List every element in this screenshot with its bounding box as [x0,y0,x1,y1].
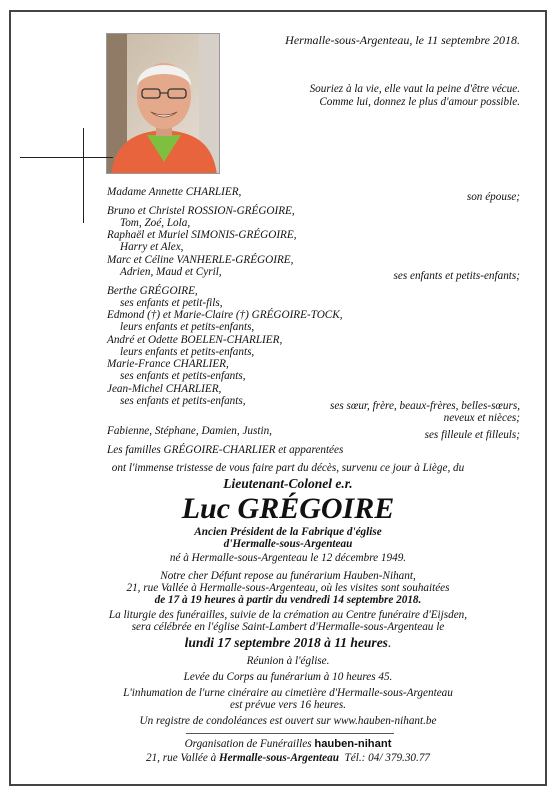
sibling-line: Edmond (†) et Marie-Claire (†) GRÉGOIRE-TOCK, [107,309,343,321]
child-line: Marc et Céline VANHERLE-GRÉGOIRE, [107,254,294,266]
portrait-photo [106,33,220,174]
urn-line-1: L'inhumation de l'urne cinéraire au cimetière d'Hermalle-sous-Argenteau [123,687,453,699]
cross-horizontal-line [20,157,113,158]
organizer-brand-logo: hauben-nihant [314,738,392,750]
deceased-title-1: Ancien Président de la Fabrique d'église [194,526,382,538]
cross-vertical-line [83,128,84,223]
grandchildren-line: Tom, Zoé, Lola, [120,217,191,229]
liturgy-date: lundi 17 septembre 2018 à 11 heures [184,635,388,650]
godchildren-relation: ses filleule et filleuls; [424,429,520,441]
church-meeting: Réunion à l'église. [246,655,330,667]
address-town: Hermalle-sous-Argenteau [218,752,339,764]
godchildren-names: Fabienne, Stéphane, Damien, Justin, [107,425,272,437]
birth-info: né à Hermalle-sous-Argenteau le 12 décembre 1949. [169,552,407,564]
sibling-line: André et Odette BOELEN-CHARLIER, [107,334,283,346]
sibling-descendants-line: leurs enfants et petits-enfants, [120,321,255,333]
sibling-descendants-line: ses enfants et petits-enfants, [120,370,246,382]
siblings-relation-2: neveux et nièces; [443,412,520,424]
sibling-line: Berthe GRÉGOIRE, [107,285,198,297]
organizer-label: Organisation de Funérailles [184,738,312,750]
organizer-phone: Tél.: 04/ 379.30.77 [344,752,431,764]
quote-line-2: Comme lui, donnez le plus d'amour possible. [319,96,520,108]
levee-info: Levée du Corps au funérarium à 10 heures 45. [183,671,393,683]
grandchildren-line: Adrien, Maud et Cyril, [120,266,222,278]
deceased-name: Luc GRÉGOIRE [181,492,395,525]
grandchildren-line: Harry et Alex, [120,241,184,253]
address-street: 21, rue Vallée à [145,752,217,764]
liturgy-date-period: . [387,635,392,650]
sibling-line: Marie-France CHARLIER, [107,358,229,370]
deceased-title-2: d'Hermalle-sous-Argenteau [223,538,353,550]
footer-separator [186,733,394,734]
families-line: Les familles GRÉGOIRE-CHARLIER et apparentées [107,444,344,456]
children-relation: ses enfants et petits-enfants; [393,270,520,282]
child-line: Raphaël et Muriel SIMONIS-GRÉGOIRE, [107,229,297,241]
visiting-hours: de 17 à 19 heures à partir du vendredi 14 septembre 2018. [154,594,422,606]
rest-line-1: Notre cher Défunt repose au funérarium Hauben-Nihant, [160,570,416,582]
spouse-relation: son épouse; [466,191,520,203]
liturgy-line-2: sera célébrée en l'église Saint-Lambert d'Hermalle-sous-Argenteau le [131,621,445,633]
child-line: Bruno et Christel ROSSION-GRÉGOIRE, [107,205,295,217]
funeral-organizer [60,738,516,751]
organizer-address [60,752,516,765]
deceased-rank: Lieutenant-Colonel e.r. [223,476,353,491]
sibling-descendants-line: ses enfants et petits-enfants, [120,395,246,407]
card-border [9,10,547,786]
sibling-descendants-line: ses enfants et petit-fils, [120,297,223,309]
liturgy-date-line [60,635,516,650]
rest-line-2: 21, rue Vallée à Hermalle-sous-Argenteau, où les visites sont souhaitées [126,582,450,594]
quote-line-1: Souriez à la vie, elle vaut la peine d'être vécue. [309,83,520,95]
spouse-name: Madame Annette CHARLIER, [107,186,242,198]
place-date: Hermalle-sous-Argenteau, le 11 septembre 2018. [285,33,520,47]
siblings-relation-1: ses sœur, frère, beaux-frères, belles-sœurs, [330,400,520,412]
urn-line-2: est prévue vers 16 heures. [229,699,347,711]
sibling-descendants-line: leurs enfants et petits-enfants, [120,346,255,358]
condolence-register: Un registre de condoléances est ouvert sur www.hauben-nihant.be [139,715,437,727]
liturgy-line-1: La liturgie des funérailles, suivie de la crémation au Centre funéraire d'Eijsden, [108,609,468,621]
sibling-line: Jean-Michel CHARLIER, [107,383,222,395]
announcement: ont l'immense tristesse de vous faire part du décès, survenu ce jour à Liège, du [111,462,465,474]
